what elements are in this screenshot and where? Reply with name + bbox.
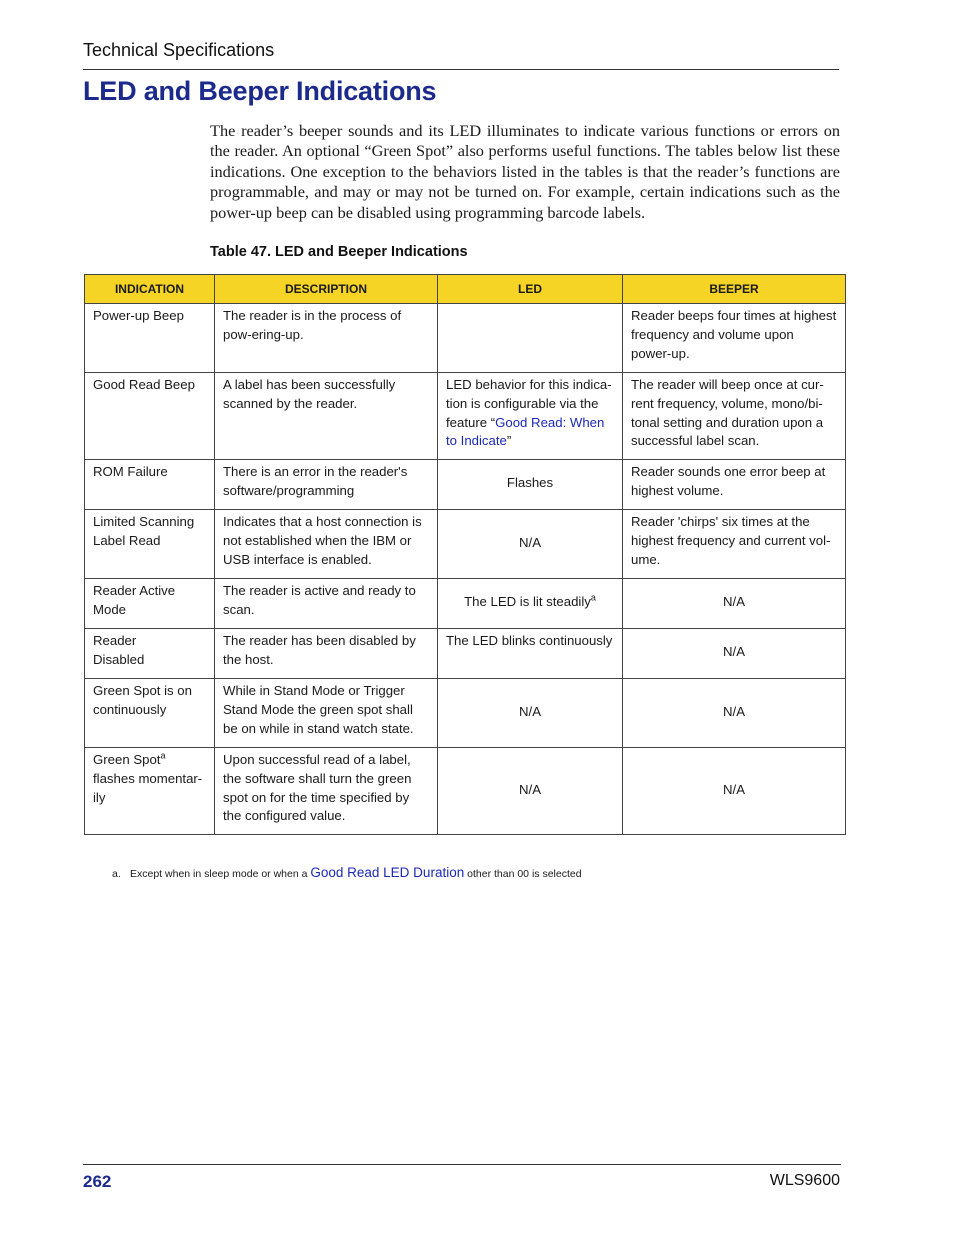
beeper-cell: N/A [623,629,846,679]
footnote-ref: a [160,750,166,761]
column-header-indication: INDICATION [85,275,215,304]
led-cell: Flashes [438,460,623,510]
led-cell: N/A [438,679,623,748]
description-cell: The reader has been disabled by the host. [215,629,438,679]
description-cell: While in Stand Mode or Trigger Stand Mode the green spot shall be on while in stand watch state. [215,679,438,748]
indication-text: Green Spot [93,752,161,767]
led-text: LED behavior for this indica-tion is configurable via the feature “ [446,377,612,430]
footnote-text-suffix: other than 00 is selected [467,868,582,880]
description-cell: There is an error in the reader's software/programming [215,460,438,510]
table-row [85,304,846,373]
beeper-cell: N/A [623,748,846,835]
footnote-text: Except when in sleep mode or when a [130,868,308,880]
led-text: The LED is lit steadily [464,594,591,610]
intro-paragraph: The reader’s beeper sounds and its LED illuminates to indicate various functions or errors on the reader. An optional “Green Spot” also performs useful functions. The tables below list these indications. One exception to the behaviors listed in the tables is that the reader’s functions are programmable, and may or may not be turned on. For example, certain indications such as the power-up beep can be disabled using programming barcode labels. [210,121,840,222]
table-header-row [85,275,846,304]
good-read-led-duration-link[interactable]: Good Read LED Duration [310,865,465,880]
description-cell: Upon successful read of a label, the software shall turn the green spot on for the time specified by the configured value. [215,748,438,835]
led-beeper-table [84,274,846,835]
footnote-mark: a. [112,868,121,880]
indication-text-suffix: flashes momentar-ily [93,770,203,805]
column-header-description: DESCRIPTION [215,275,438,304]
table-row [85,510,846,579]
table-row [85,748,846,835]
led-text-suffix: ” [506,433,512,449]
footnote [112,865,582,880]
indication-cell: ROM Failure [85,460,215,510]
table-row [85,629,846,679]
running-header: Technical Specifications [83,40,275,60]
column-header-led: LED [438,275,623,304]
table-row [85,579,846,629]
beeper-cell: N/A [623,579,846,629]
indication-cell [85,748,215,835]
footer-rule [83,1164,841,1165]
description-cell: A label has been successfully scanned by the reader. [215,373,438,460]
indication-cell: Limited Scanning Label Read [85,510,215,579]
column-header-beeper: BEEPER [623,275,846,304]
beeper-cell: The reader will beep once at cur-rent frequency, volume, mono/bi-tonal setting and duration upon a successful label scan. [623,373,846,460]
led-cell: N/A [438,510,623,579]
beeper-cell: N/A [623,679,846,748]
beeper-cell: Reader sounds one error beep at highest volume. [623,460,846,510]
description-cell: The reader is active and ready to scan. [215,579,438,629]
indication-cell: Green Spot is on continuously [85,679,215,748]
led-cell: N/A [438,748,623,835]
indication-cell: Good Read Beep [85,373,215,460]
product-name: WLS9600 [769,1172,840,1189]
description-cell: The reader is in the process of pow-ering-up. [215,304,438,373]
led-cell [438,373,623,460]
header-rule [83,69,839,70]
table-row [85,679,846,748]
led-cell [438,579,623,629]
indication-cell: Reader Disabled [85,629,215,679]
indication-cell: Power-up Beep [85,304,215,373]
table-row [85,373,846,460]
led-cell: The LED blinks continuously [438,629,623,679]
description-cell: Indicates that a host connection is not established when the IBM or USB interface is enabled. [215,510,438,579]
footnote-ref: a [590,592,596,603]
led-cell [438,304,623,373]
page-number: 262 [83,1172,112,1191]
table-row [85,460,846,510]
beeper-cell: Reader 'chirps' six times at the highest frequency and current vol-ume. [623,510,846,579]
good-read-when-to-indicate-link[interactable]: Good Read: When to Indicate [446,414,605,449]
table-caption: Table 47. LED and Beeper Indications [210,244,468,260]
page-title: LED and Beeper Indications [83,76,437,106]
beeper-cell: Reader beeps four times at highest frequency and volume upon power-up. [623,304,846,373]
indication-cell: Reader Active Mode [85,579,215,629]
